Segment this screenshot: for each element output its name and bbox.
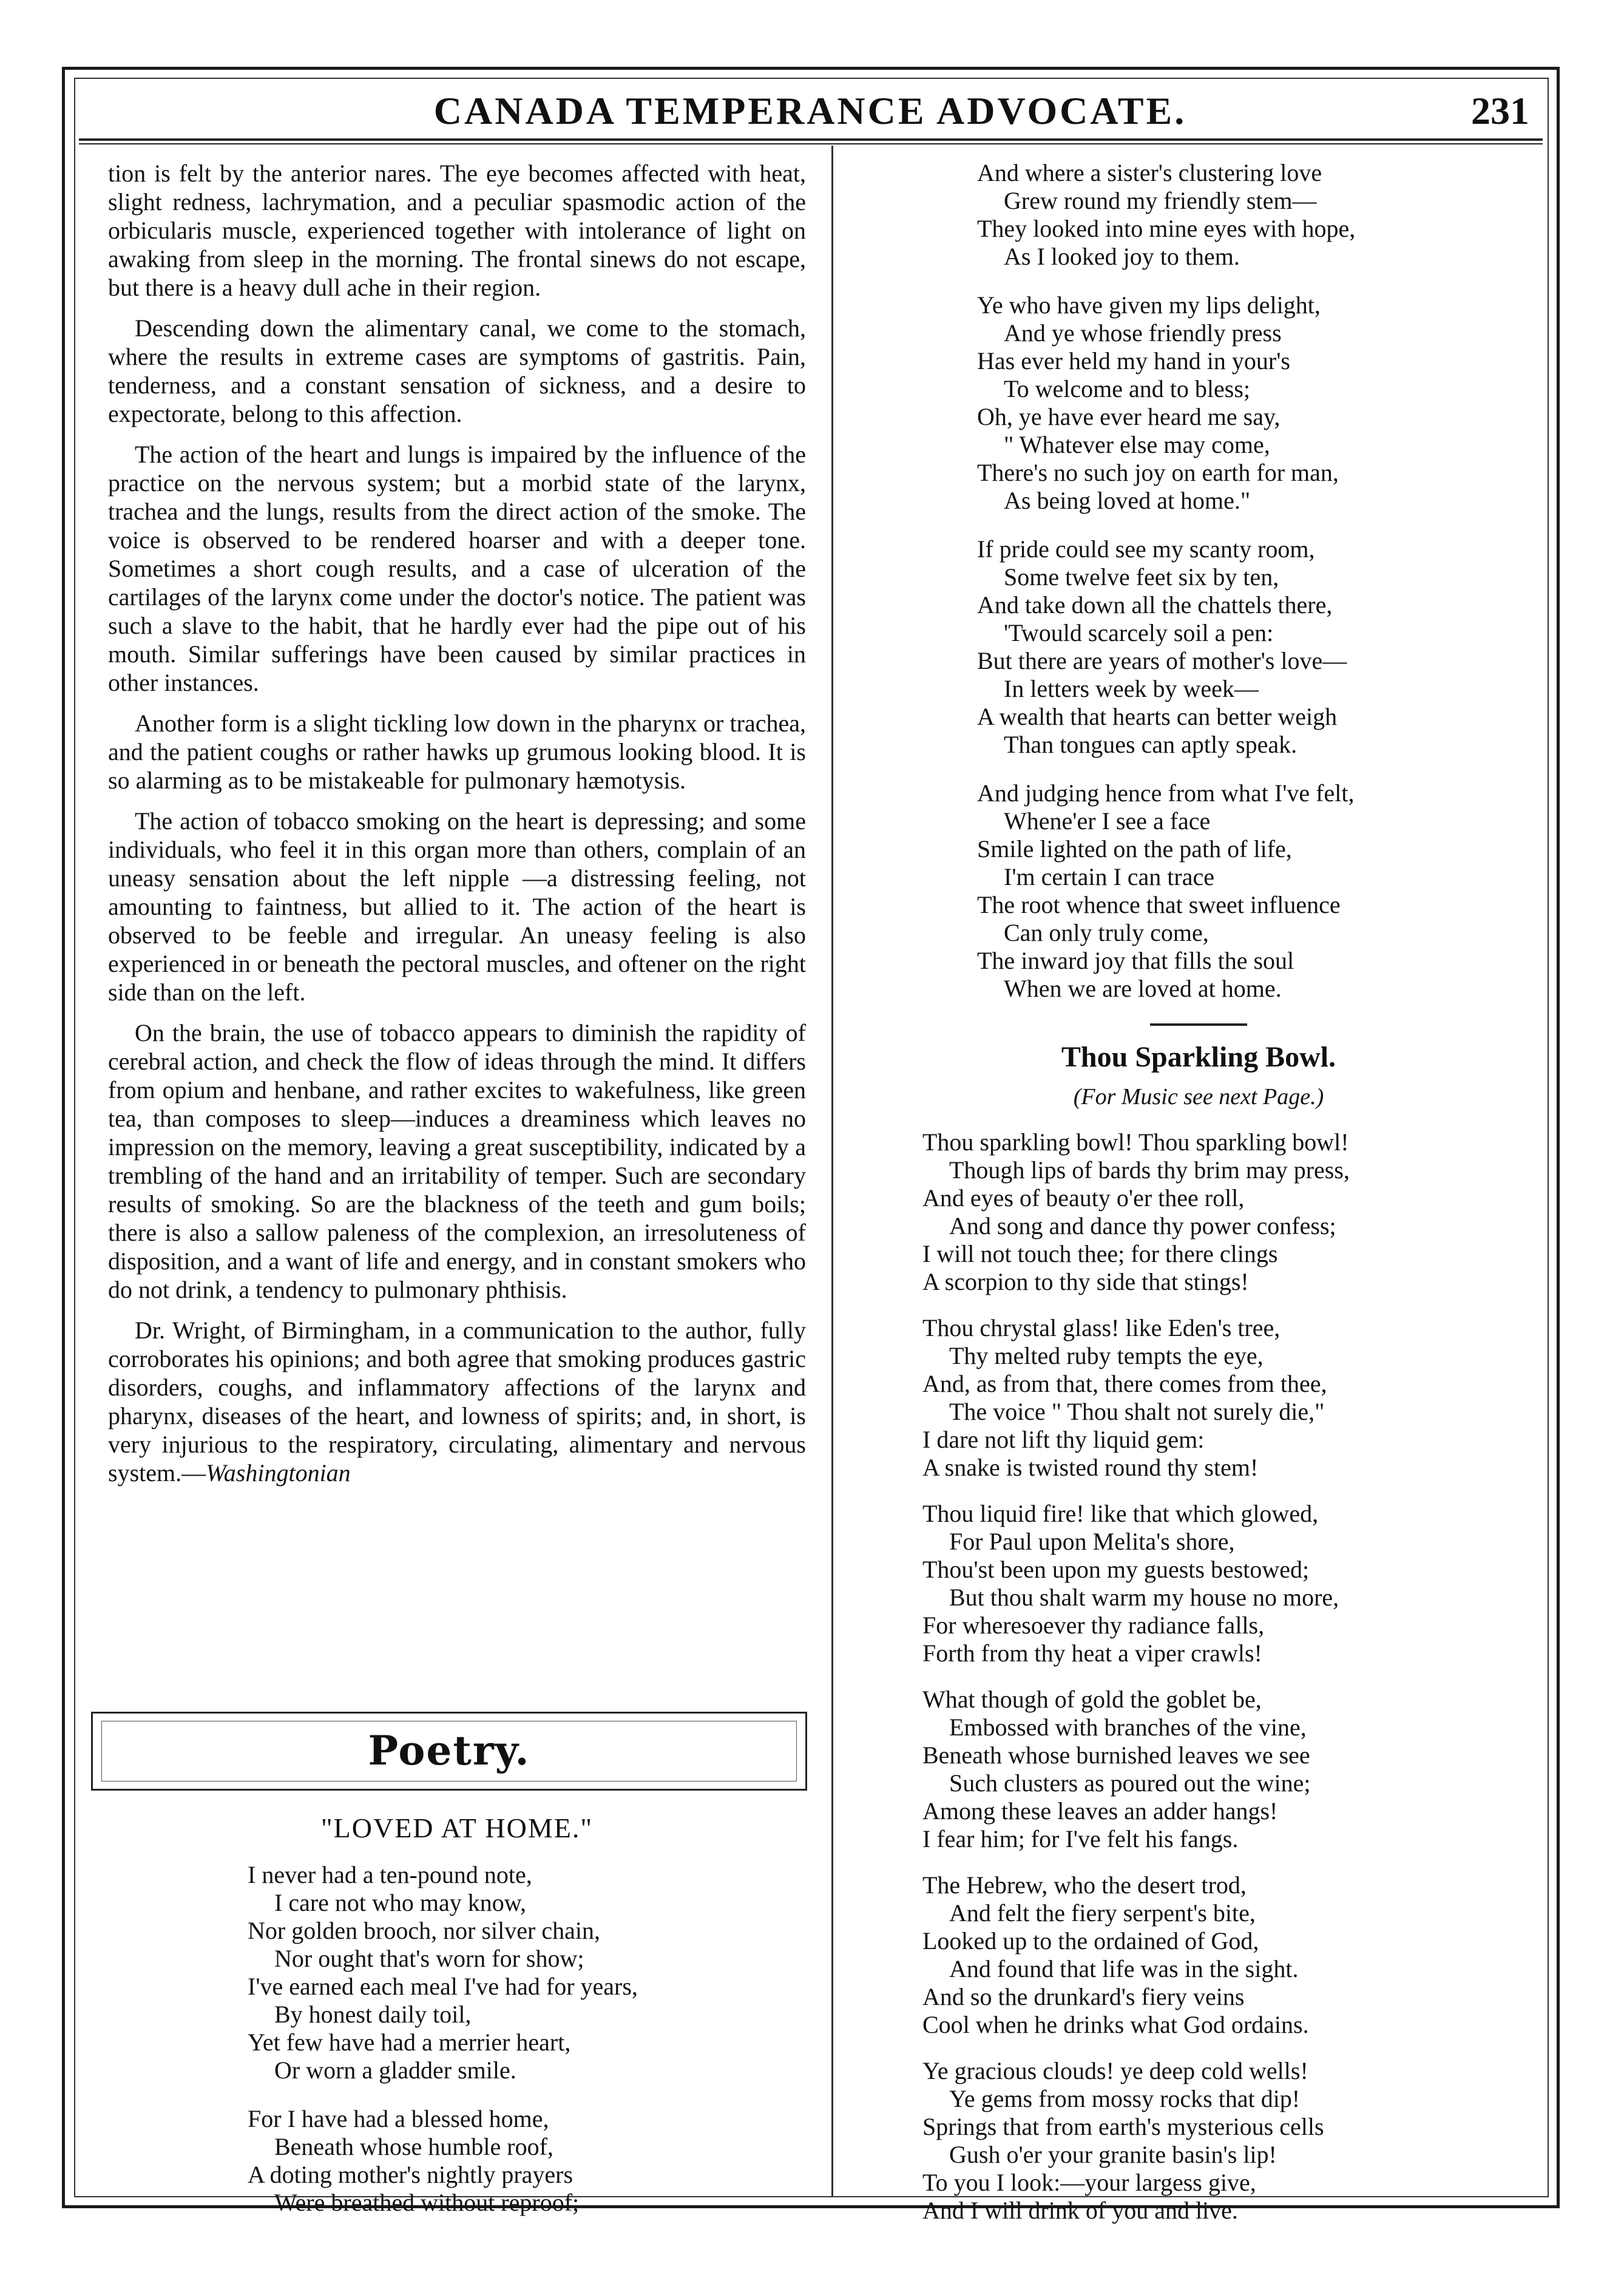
poem-line: The voice " Thou shalt not surely die," [949, 1398, 1325, 1425]
poem-line: Forth from thy heat a viper crawls! [922, 1639, 1262, 1667]
poem-line: Thy melted ruby tempts the eye, [949, 1342, 1264, 1369]
poem-line: I've earned each meal I've had for years, [248, 1973, 638, 2000]
poem-line: Beneath whose humble roof, [274, 2133, 553, 2160]
poem-line: Thou liquid fire! like that which glowed, [922, 1500, 1319, 1527]
poem-line: But there are years of mother's love— [977, 647, 1347, 674]
poem-line: And eyes of beauty o'er thee roll, [922, 1184, 1245, 1212]
poem-line: And found that life was in the sight. [949, 1955, 1299, 1982]
poem-line: I care not who may know, [274, 1889, 527, 1916]
poem-line: And so the drunkard's fiery veins [922, 1983, 1245, 2010]
poem-stanza [248, 2105, 806, 2217]
poem-line: I never had a ten-pound note, [248, 1861, 532, 1888]
poem-line: Among these leaves an adder hangs! [922, 1797, 1278, 1825]
poem-stanza [922, 1871, 1535, 2039]
poem-line: To you I look:—your largess give, [922, 2169, 1256, 2196]
poem-subtitle: (For Music see next Page.) [1073, 1084, 1324, 1110]
article-paragraph: Descending down the alimentary canal, we come to the stomach, where the results in extreme cases are symptoms of gastritis. Pain, tenderness, and a constant sensation of sickness, and a desire to expectorate, belong to this affection. [108, 314, 806, 427]
poem-line: Some twelve feet six by ten, [1004, 563, 1279, 591]
header-rule [79, 138, 1543, 144]
article-paragraph: The action of the heart and lungs is impaired by the influence of the practice on the nervous system; but a morbid state of the larynx, trachea and the lungs, results from the direct action of the smoke. The voice is observed to be rendered hoarser and with a deeper tone. Sometimes a short cough results, and a case of ulceration of the cartilages of the larynx come under the doctor's notice. The patient was such a slave to the habit, that he hardly ever had the pipe out of his mouth. Similar sufferings have been caused by similar practices in other instances. [108, 441, 806, 696]
poem-line: They looked into mine eyes with hope, [977, 215, 1356, 242]
poem-line: The inward joy that fills the soul [977, 947, 1294, 974]
poem-line: A snake is twisted round thy stem! [922, 1454, 1259, 1481]
poem-line: And, as from that, there comes from thee, [922, 1370, 1327, 1397]
poem-line: Nor golden brooch, nor silver chain, [248, 1917, 600, 1944]
poem-line: Can only truly come, [1004, 919, 1209, 946]
poem-stanza [922, 1128, 1535, 1296]
poem-line: And take down all the chattels there, [977, 591, 1333, 619]
poem-line: When we are loved at home. [1004, 975, 1282, 1002]
poem-line: And judging hence from what I've felt, [977, 779, 1355, 807]
poem-title: "LOVED AT HOME." [320, 1812, 594, 1843]
poem-stanza [977, 291, 1535, 515]
page-header [79, 85, 1541, 146]
poem-line: For I have had a blessed home, [248, 2105, 549, 2132]
poem-line: Looked up to the ordained of God, [922, 1927, 1259, 1955]
poem-line: I dare not lift thy liquid gem: [922, 1426, 1205, 1453]
poem-loved-at-home-part-2 [977, 159, 1535, 1003]
poem-line: Gush o'er your granite basin's lip! [949, 2141, 1277, 2168]
poem-line: And where a sister's clustering love [977, 159, 1322, 186]
poem-line: There's no such joy on earth for man, [977, 459, 1339, 486]
article-paragraph-text: Dr. Wright, of Birmingham, in a communication to the author, fully corroborates his opinions; and both agree that smoking produces gastric disorders, coughs, and inflammatory affections of the larynx and pharynx, diseases of the heart, and lowness of spirits; and, in short, is very injurious to the respiratory, circulating, alimentary and nervous system.— [108, 1317, 806, 1487]
poem-stanza [977, 779, 1535, 1003]
poem-line: Grew round my friendly stem— [1004, 187, 1317, 214]
poem-line: 'Twould scarcely soil a pen: [1004, 619, 1274, 646]
poem-line: Whene'er I see a face [1004, 807, 1211, 835]
poem-line: Thou sparkling bowl! Thou sparkling bowl! [922, 1128, 1349, 1156]
poem-line: For Paul upon Melita's shore, [949, 1528, 1235, 1555]
poem-line: What though of gold the goblet be, [922, 1686, 1262, 1713]
poem-loved-at-home-part-1 [108, 1812, 806, 2237]
article-paragraph: tion is felt by the anterior nares. The eye becomes affected with heat, slight redness, lachrymation, and a peculiar spasmodic action of the orbicularis muscle, experienced together with intolerance of light on awaking from sleep in the morning. The frontal sinews do not escape, but there is a heavy dull ache in their region. [108, 160, 806, 301]
poem-stanza [922, 1686, 1535, 1853]
poem-line: As being loved at home." [1004, 487, 1251, 514]
poem-line: A doting mother's nightly prayers [248, 2161, 573, 2188]
article-paragraph-final [108, 1316, 806, 1487]
poem-line: A wealth that hearts can better weigh [977, 703, 1338, 730]
poem-sparkling-bowl [922, 1128, 1535, 2225]
poem-line: For wheresoever thy radiance falls, [922, 1612, 1265, 1639]
poem-line: Ye who have given my lips delight, [977, 291, 1321, 319]
poem-line: Yet few have had a merrier heart, [248, 2029, 571, 2056]
poem-stanza [977, 159, 1535, 271]
poetry-section-title: Poetry. [368, 1727, 530, 1774]
poem-line: Though lips of bards thy brim may press, [949, 1156, 1350, 1184]
poetry-column [862, 159, 1535, 2225]
poem-line: Nor ought that's worn for show; [274, 1945, 584, 1972]
poem-line: But thou shalt warm my house no more, [949, 1584, 1339, 1611]
poem-line: Ye gems from mossy rocks that dip! [949, 2085, 1301, 2112]
poem-line: I fear him; for I've felt his fangs. [922, 1825, 1239, 1853]
article-paragraph: The action of tobacco smoking on the heart is depressing; and some individuals, who feel it in this organ more than others, complain of an uneasy sensation about the left nipple —a distressing feeling, not amounting to faintness, but allied to it. The action of the heart is observed to be feeble and irregular. An uneasy feeling is also experienced in or beneath the pectoral muscles, and oftener on the right side than on the left. [108, 807, 806, 1006]
column-divider [831, 146, 833, 2196]
poem-line: And I will drink of you and live. [922, 2197, 1238, 2224]
poem-line: And felt the fiery serpent's bite, [949, 1899, 1256, 1927]
poem-line: Oh, ye have ever heard me say, [977, 403, 1281, 430]
poem-line: Than tongues can aptly speak. [1004, 731, 1298, 758]
poem-line: Thou chrystal glass! like Eden's tree, [922, 1314, 1281, 1341]
poem-line: Such clusters as poured out the wine; [949, 1769, 1311, 1797]
poem-stanza [248, 1861, 806, 2084]
poem-line: Springs that from earth's mysterious cells [922, 2113, 1324, 2140]
poem-line: By honest daily toil, [274, 2001, 472, 2028]
poem-line: The Hebrew, who the desert trod, [922, 1871, 1247, 1899]
poem-line: As I looked joy to them. [1004, 243, 1240, 270]
poem-line: " Whatever else may come, [1004, 431, 1270, 458]
poem-stanza [922, 1500, 1535, 1667]
page-number: 231 [1471, 89, 1529, 132]
poem-stanza [922, 1314, 1535, 1482]
article-paragraph: Another form is a slight tickling low down in the pharynx or trachea, and the patient coughs or rather hawks up grumous looking blood. It is so alarming as to be mistakeable for pulmonary hæmotysis. [108, 710, 806, 794]
poem-divider [1150, 1023, 1247, 1026]
poem-line: Smile lighted on the path of life, [977, 835, 1292, 863]
article-paragraph: On the brain, the use of tobacco appears to diminish the rapidity of cerebral action, and check the flow of ideas through the mind. It differs from opium and henbane, and rather excites to wakefulness, like green tea, than composes to sleep—induces a dreaminess which leaves no impression on the memory, leaving a great susceptibility, indicated by a trembling of the hand and an irritability of temper. Such are secondary results of smoking. So are the blackness of the teeth and gum boils; there is also a sallow paleness of the complexion, an irresoluteness of disposition, and a want of life and energy, and in constant smokers who do not drink, a tendency to pulmonary phthisis. [108, 1019, 806, 1303]
poem-line: And ye whose friendly press [1004, 319, 1282, 347]
poem-stanza [977, 535, 1535, 759]
running-title: CANADA TEMPERANCE ADVOCATE. [433, 89, 1187, 132]
poem-line: I'm certain I can trace [1004, 863, 1214, 890]
poem-line: The root whence that sweet influence [977, 891, 1341, 918]
poem-line: Ye gracious clouds! ye deep cold wells! [922, 2057, 1308, 2084]
poem-title: Thou Sparkling Bowl. [1061, 1041, 1336, 1073]
poem-line: A scorpion to thy side that stings! [922, 1268, 1249, 1295]
article-source: Washingtonian [206, 1459, 351, 1487]
poem-stanza [922, 2057, 1535, 2225]
poem-line: Were breathed without reproof; [274, 2189, 580, 2216]
poem-line: Cool when he drinks what God ordains. [922, 2011, 1309, 2038]
poetry-banner [91, 1712, 807, 1791]
article-column [108, 159, 806, 1499]
poem-line: If pride could see my scanty room, [977, 535, 1315, 563]
poem-line: And song and dance thy power confess; [949, 1212, 1336, 1239]
poem-line: Has ever held my hand in your's [977, 347, 1290, 375]
poem-line: I will not touch thee; for there clings [922, 1240, 1278, 1267]
poem-line: To welcome and to bless; [1004, 375, 1250, 402]
poem-line: Or worn a gladder smile. [274, 2056, 516, 2084]
poem-line: Thou'st been upon my guests bestowed; [922, 1556, 1310, 1583]
poem-line: Beneath whose burnished leaves we see [922, 1741, 1310, 1769]
poem-line: In letters week by week— [1004, 675, 1259, 702]
poem-line: Embossed with branches of the vine, [949, 1714, 1307, 1741]
